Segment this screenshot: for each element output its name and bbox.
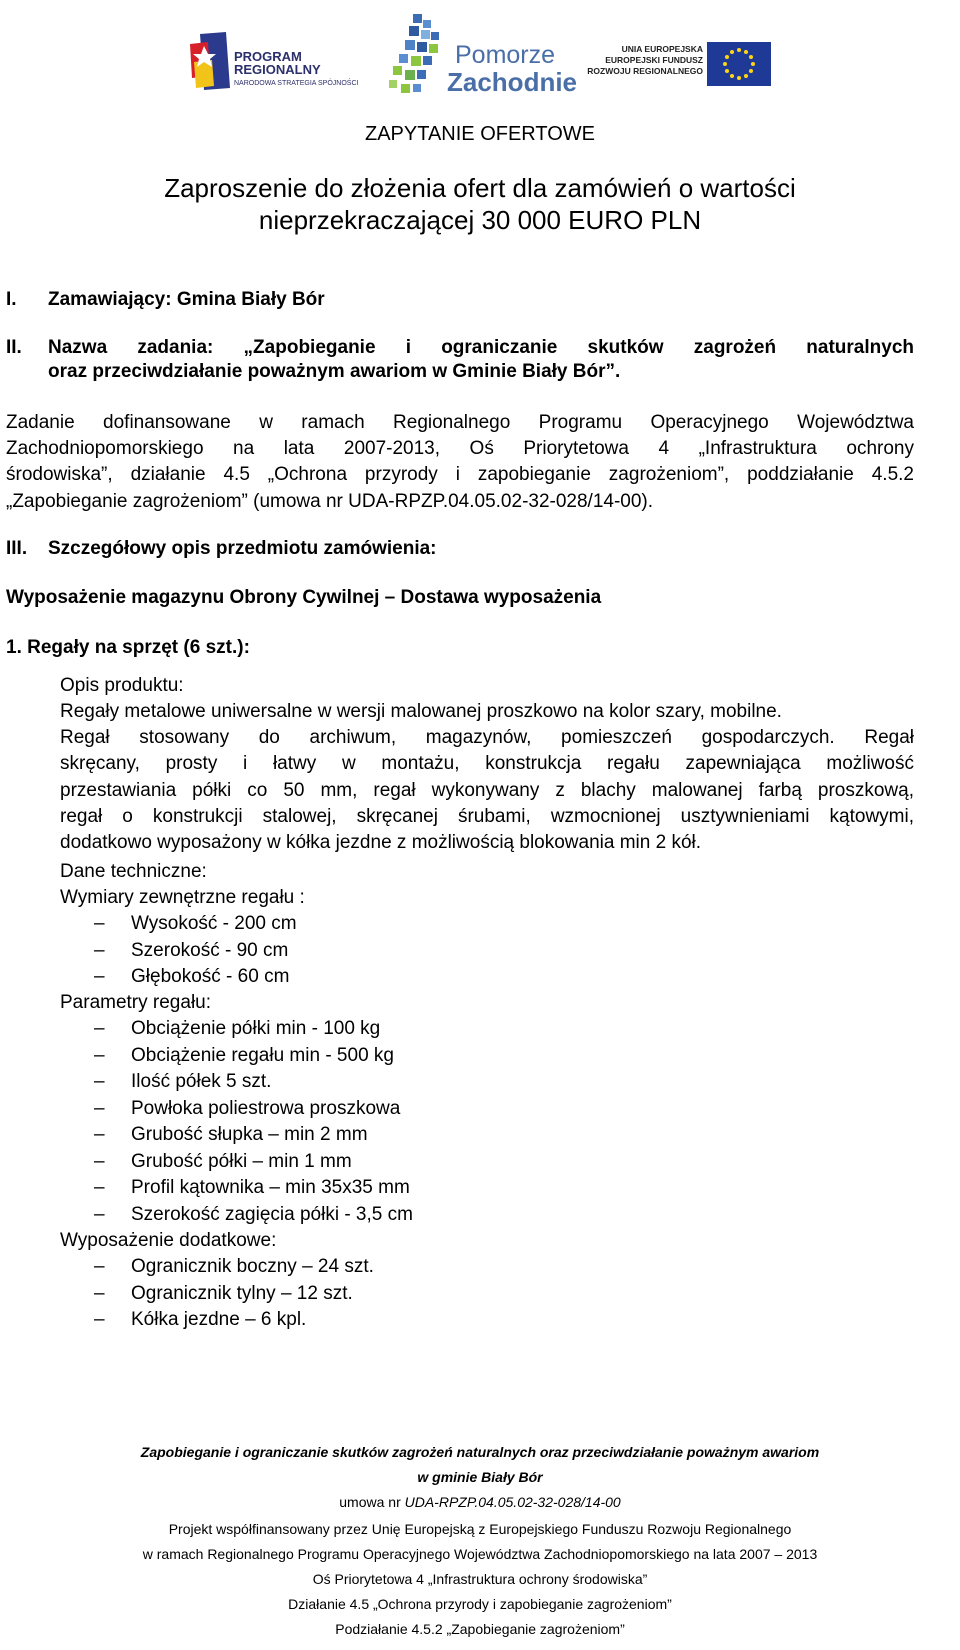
funding-line-3: środowiska”, działanie 4.5 „Ochrona przyrody i zapobieganie zagrożeniom”, poddziałanie 4.5.2: [6, 464, 914, 486]
params-list: [0, 1016, 960, 1231]
extras-list: [0, 1254, 960, 1334]
footer-submeasure: Podziałanie 4.5.2 „Zapobieganie zagrożeniom”: [335, 1621, 625, 1637]
footer-program: w ramach Regionalnego Programu Operacyjnego Województwa Zachodniopomorskiego na lata 2007 – 2013: [142, 1546, 818, 1562]
dash-bullet: –: [94, 966, 105, 987]
program-text-line3: NARODOWA STRATEGIA SPÓJNOŚCI: [234, 80, 359, 87]
dimension-depth: Głębokość - 60 cm: [131, 966, 290, 987]
title-line-2: nieprzekraczającej 30 000 EURO PLN: [258, 205, 702, 235]
footer-cofinancing: Projekt współfinansowany przez Unię Europejską z Europejskiego Funduszu Rozwoju Regionalnego: [168, 1521, 792, 1537]
param-coating: Powłoka poliestrowa proszkowa: [131, 1097, 401, 1119]
eu-logo-text: [585, 44, 703, 77]
extra-side-stop: Ogranicznik boczny – 24 szt.: [131, 1256, 374, 1277]
params-label: Parametry regału:: [60, 992, 212, 1013]
description-line-4: przestawiania półki co 50 mm, regał wykonywany z blachy malowanej farbą proszkową,: [60, 779, 914, 801]
program-regionalny-logo: [186, 32, 366, 92]
section-3: [6, 538, 437, 560]
description-line-6: dodatkowo wyposażony w kółka jezdne z możliwością blokowania min 2 kół.: [60, 832, 702, 854]
description-line-5: regał o konstrukcji stalowej, skręcanej śrubami, wzmocnionej usztywnieniami kątowymi,: [60, 805, 914, 827]
footer-measure: Działanie 4.5 „Ochrona przyrody i zapobieganie zagrożeniom”: [288, 1596, 672, 1612]
section-1: [6, 289, 325, 311]
eu-logo: [585, 42, 775, 90]
dash-bullet: –: [94, 1018, 105, 1039]
description-paragraph: [60, 699, 914, 856]
pomorze-text: Pomorze: [455, 41, 556, 69]
program-text-line1: PROGRAM: [234, 49, 302, 64]
item-heading: 1. Regały na sprzęt (6 szt.):: [6, 637, 250, 658]
footer-contract-prefix: umowa nr: [339, 1494, 405, 1510]
order-subject: Wyposażenie magazynu Obrony Cywilnej – Dostawa wyposażenia: [6, 587, 602, 608]
dimension-width: Szerokość - 90 cm: [131, 939, 289, 961]
dash-bullet: –: [94, 1150, 105, 1172]
funding-line-2: Zachodniopomorskiego na lata 2007-2013, Oś Priorytetowa 4 „Infrastruktura ochrony: [6, 438, 914, 460]
param-post-thickness: Grubość słupka – min 2 mm: [131, 1124, 368, 1145]
description-line-1: Regały metalowe uniwersalne w wersji malowanej proszkowo na kolor szary, mobilne.: [60, 701, 782, 722]
section-3-text: Szczegółowy opis przedmiotu zamówienia:: [48, 538, 437, 559]
section-2-number: II.: [6, 337, 22, 358]
param-shelf-load: Obciążenie półki min - 100 kg: [131, 1018, 381, 1039]
section-2-line-1: Nazwa zadania: „Zapobieganie i ograniczanie skutków zagrożeń naturalnych: [48, 337, 914, 358]
footer-project-title: Zapobieganie i ograniczanie skutków zagrożeń naturalnych oraz przeciwdziałanie poważnym awariom: [140, 1444, 820, 1460]
eu-flag-icon: [707, 42, 771, 86]
dimension-height: Wysokość - 200 cm: [131, 913, 297, 934]
footer-project-place: w gminie Biały Bór: [417, 1469, 543, 1485]
program-regionalny-emblem: [186, 32, 232, 92]
section-1-number: I.: [6, 289, 17, 310]
zachodnie-text: Zachodnie: [447, 67, 578, 97]
dash-bullet: –: [94, 1256, 105, 1277]
dash-bullet: –: [94, 939, 105, 961]
dash-bullet: –: [94, 1177, 105, 1198]
funding-line-1: Zadanie dofinansowane w ramach Regionalnego Programu Operacyjnego Województwa: [6, 412, 914, 433]
dash-bullet: –: [94, 1124, 105, 1145]
extras-label: Wyposażenie dodatkowe:: [60, 1230, 277, 1251]
param-rack-load: Obciążenie regału min - 500 kg: [131, 1044, 394, 1066]
description-label: Opis produktu:: [60, 675, 184, 696]
dash-bullet: –: [94, 1282, 105, 1304]
title-line-1: Zaproszenie do złożenia ofert dla zamówień o wartości: [164, 173, 796, 203]
footer-contract-number: UDA-RPZP.04.05.02-32-028/14-00: [404, 1494, 621, 1510]
funding-line-4: „Zapobieganie zagrożeniom” (umowa nr UDA-RPZP.04.05.02-32-028/14-00).: [6, 490, 654, 512]
document-label: ZAPYTANIE OFERTOWE: [364, 123, 596, 145]
funding-paragraph: [6, 410, 914, 515]
extra-wheels: Kółka jezdne – 6 kpl.: [131, 1309, 307, 1330]
dash-bullet: –: [94, 913, 105, 934]
document-title: [0, 172, 960, 236]
footer-contract: [0, 1494, 960, 1510]
tech-label: Dane techniczne:: [60, 861, 207, 882]
description-line-2: Regał stosowany do archiwum, magazynów, pomieszczeń gospodarczych. Regał: [60, 727, 914, 749]
footer-priority-axis: Oś Priorytetowa 4 „Infrastruktura ochrony środowiska”: [312, 1571, 648, 1587]
extra-back-stop: Ogranicznik tylny – 12 szt.: [131, 1282, 353, 1304]
dash-bullet: –: [94, 1309, 105, 1330]
eu-text-line3: ROZWOJU REGIONALNEGO: [587, 66, 703, 76]
dash-bullet: –: [94, 1203, 105, 1225]
section-2-line-2: oraz przeciwdziałanie poważnym awariom w Gminie Biały Bór”.: [48, 361, 621, 382]
eu-text-line2: EUROPEJSKI FUNDUSZ: [605, 55, 703, 65]
section-2: [6, 337, 914, 359]
program-text-line2: REGIONALNY: [234, 62, 321, 77]
header-logos: [0, 12, 960, 102]
param-shelf-thickness: Grubość półki – min 1 mm: [131, 1150, 352, 1172]
param-shelf-count: Ilość półek 5 szt.: [131, 1071, 272, 1092]
dash-bullet: –: [94, 1097, 105, 1119]
dash-bullet: –: [94, 1044, 105, 1066]
pomorze-zachodnie-logo: [385, 12, 578, 100]
param-angle-profile: Profil kątownika – min 35x35 mm: [131, 1177, 410, 1198]
dimensions-label: Wymiary zewnętrzne regału :: [60, 887, 305, 908]
param-fold-width: Szerokość zagięcia półki - 3,5 cm: [131, 1203, 413, 1225]
section-1-text: Zamawiający: Gmina Biały Bór: [48, 289, 325, 310]
section-3-number: III.: [6, 538, 28, 559]
eu-text-line1: UNIA EUROPEJSKA: [621, 44, 703, 54]
pomorze-pixel-emblem: [385, 12, 455, 100]
dash-bullet: –: [94, 1071, 105, 1092]
dimensions-list: [0, 911, 960, 991]
description-line-3: skręcany, prosty i łatwy w montażu, konstrukcja regału zapewniająca możliwość: [60, 753, 914, 775]
